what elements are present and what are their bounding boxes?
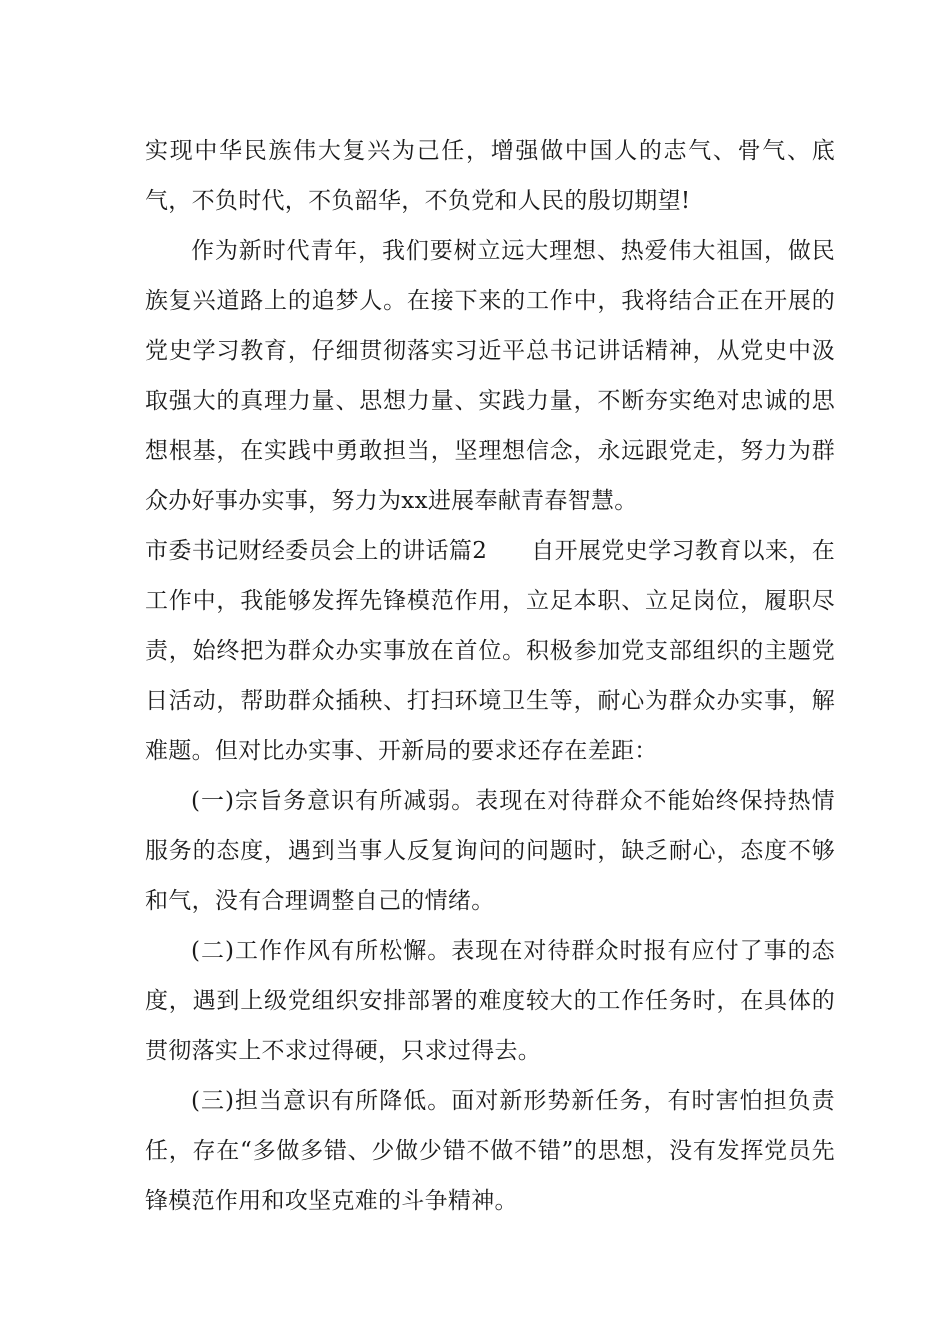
section-lead-text: 自开展党史学习教育以来，在工作中，我能够发挥先锋模范作用，立足本职、立足岗位，履职尽责，始终把为群众办实事放在首位。积极参加党支部组织的主题党日活动，帮助群众插秧、打扫环境卫生等，耐心为群众办实事，解难题。但对比办实事、开新局的要求还存在差距： bbox=[145, 538, 835, 764]
document-body bbox=[145, 126, 835, 1226]
list-item-1: (一)宗旨务意识有所减弱。表现在对待群众不能始终保持热情服务的态度，遇到当事人反复询问的问题时，缺乏耐心，态度不够和气，没有合理调整自己的情绪。 bbox=[145, 788, 835, 914]
list-item-3: (三)担当意识有所降低。面对新形势新任务，有时害怕担负责任，存在“多做多错、少做少错不做不错”的思想，没有发挥党员先锋模范作用和攻坚克难的斗争精神。 bbox=[145, 1088, 835, 1214]
list-item-2: (二)工作作风有所松懈。表现在对待群众时报有应付了事的态度，遇到上级党组织安排部署的难度较大的工作任务时，在具体的贯彻落实上不求过得硬，只求过得去。 bbox=[145, 938, 835, 1064]
paragraph-continuation: 实现中华民族伟大复兴为己任，增强做中国人的志气、骨气、底气，不负时代，不负韶华，不负党和人民的殷切期望! bbox=[145, 138, 835, 214]
section-heading: 市委书记财经委员会上的讲话篇2 bbox=[145, 538, 488, 564]
paragraph-youth: 作为新时代青年，我们要树立远大理想、热爱伟大祖国，做民族复兴道路上的追梦人。在接下来的工作中，我将结合正在开展的党史学习教育，仔细贯彻落实习近平总书记讲话精神，从党史中汲取强大的真理力量、思想力量、实践力量，不断夯实绝对忠诚的思想根基，在实践中勇敢担当，坚理想信念，永远跟党走，努力为群众办好事办实事，努力为xx进展奉献青春智慧。 bbox=[145, 238, 835, 514]
section-paragraph bbox=[145, 526, 835, 776]
